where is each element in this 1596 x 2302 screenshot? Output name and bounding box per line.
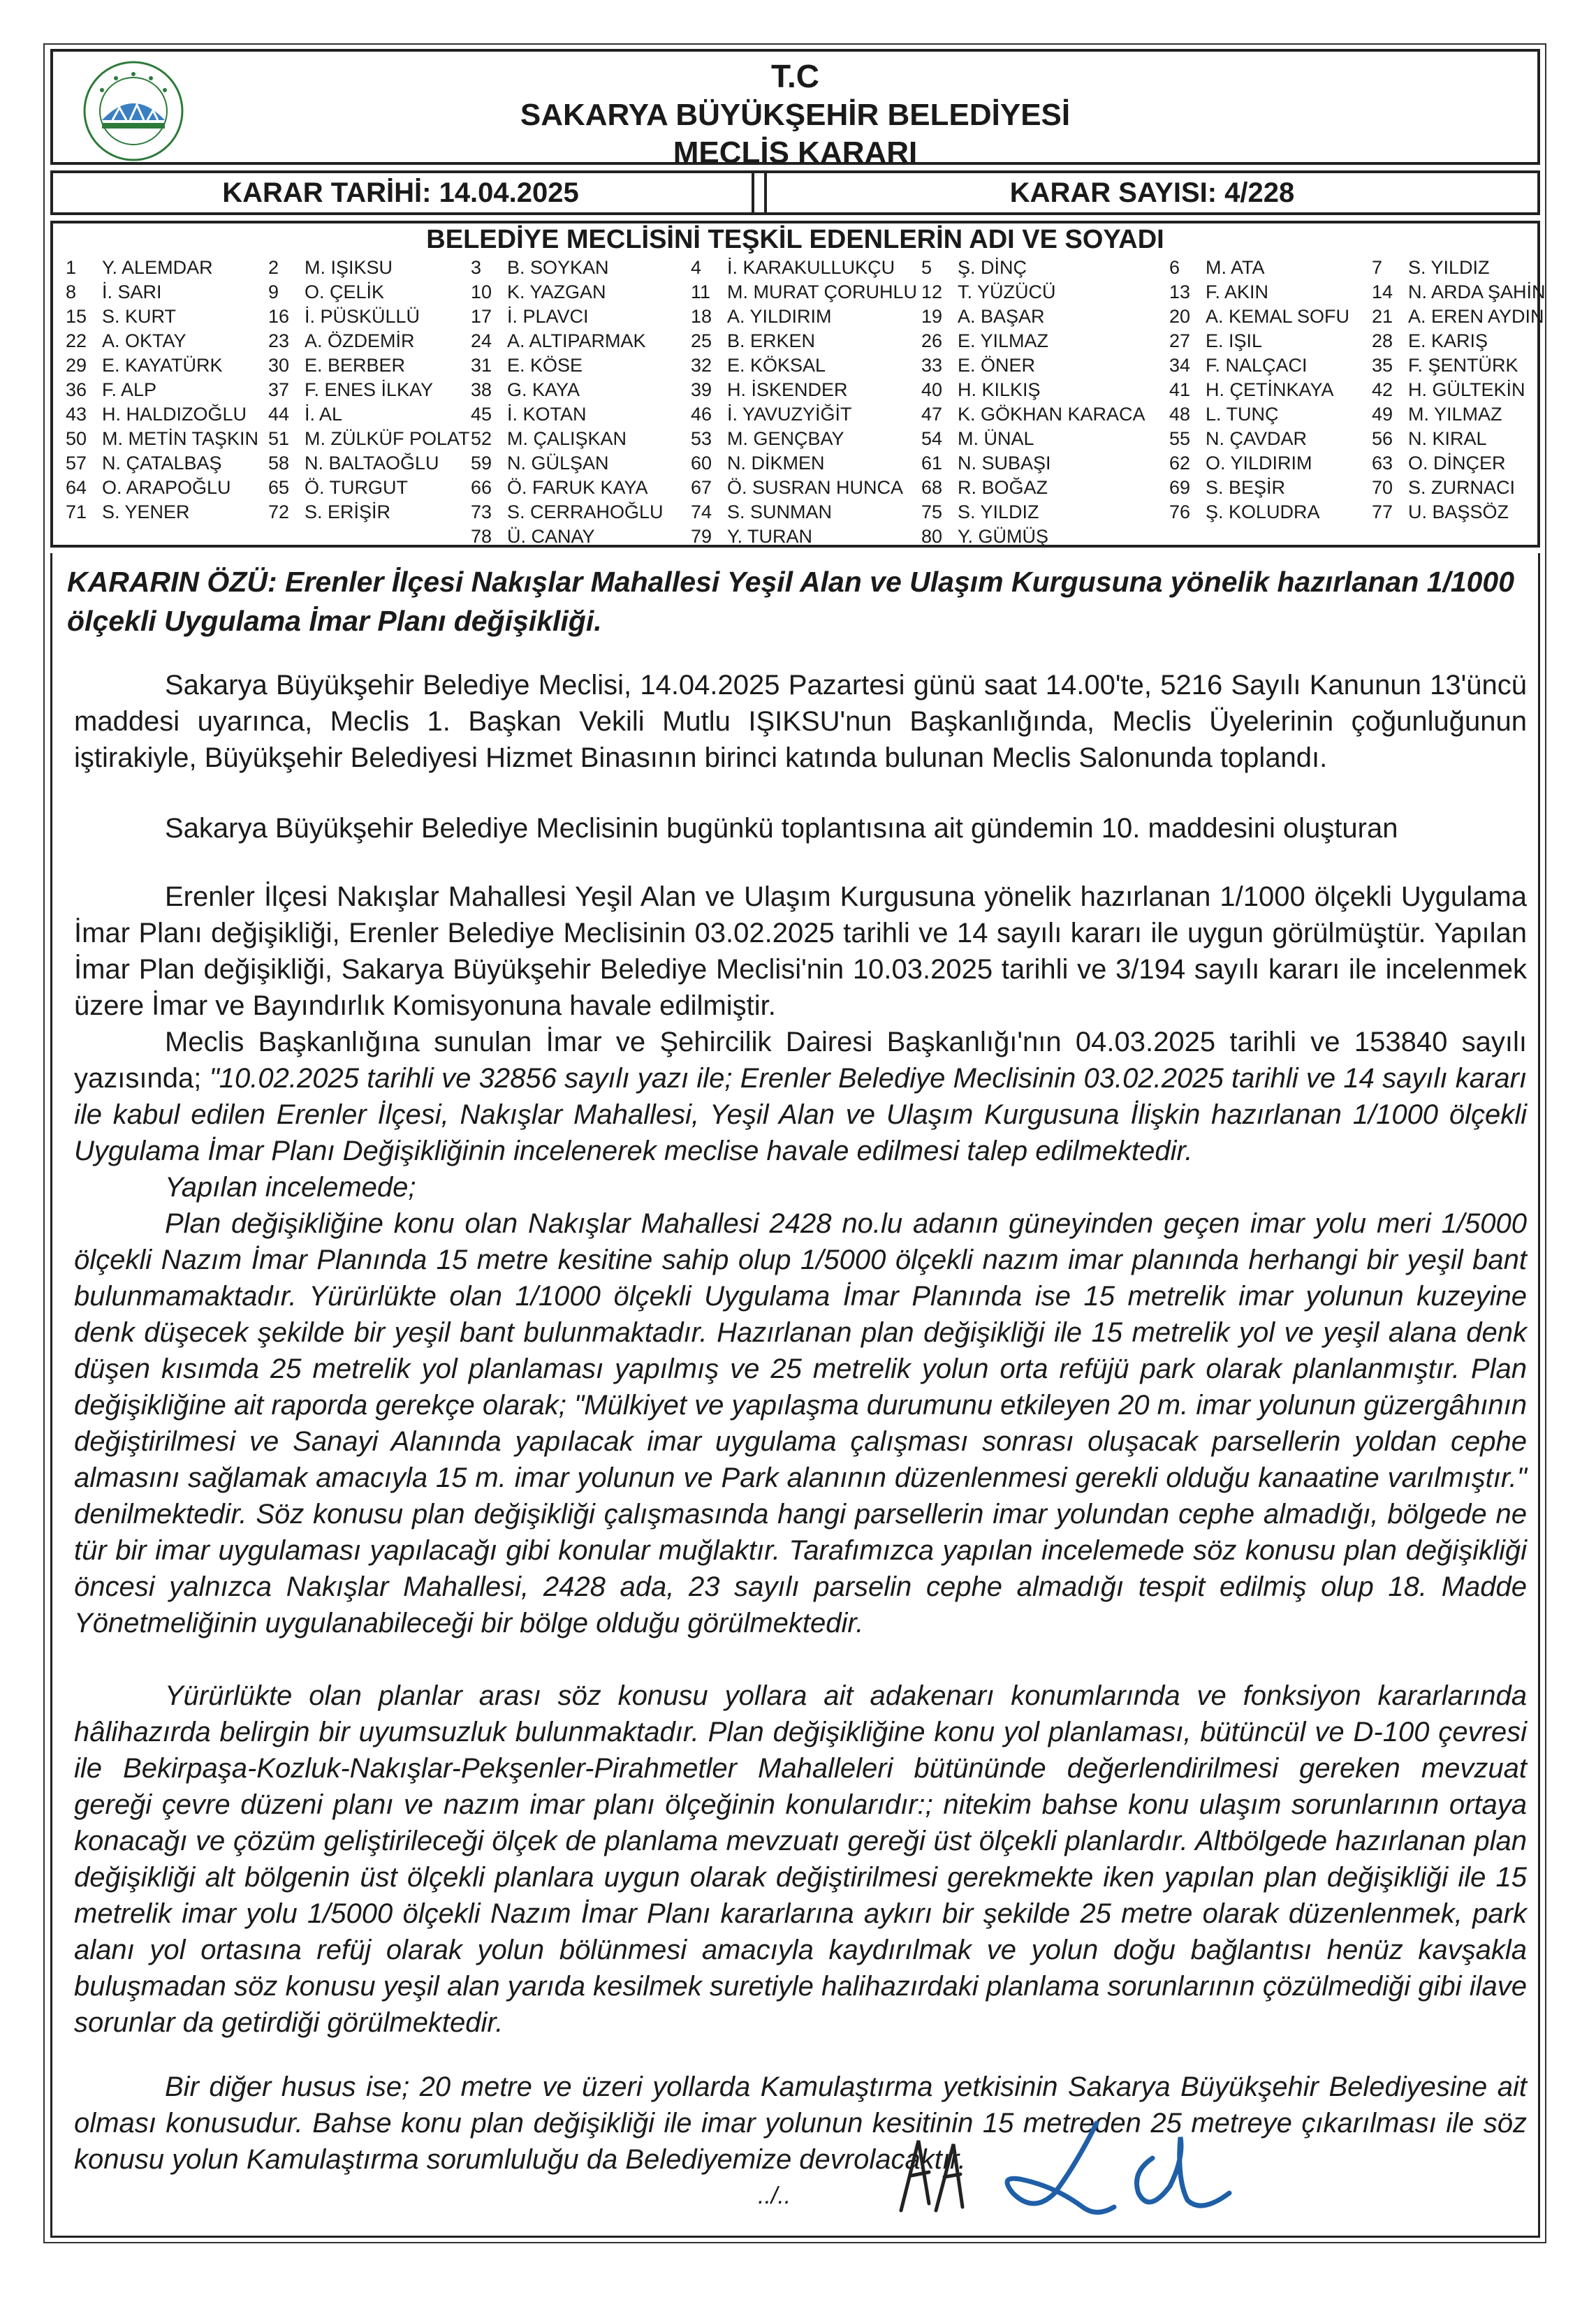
member-number: 66: [471, 477, 492, 498]
member-entry: [66, 500, 190, 525]
member-name: H. İSKENDER: [727, 379, 848, 400]
member-entry: [1169, 427, 1307, 451]
member-name: S. SUNMAN: [727, 501, 833, 522]
member-name: O. YILDIRIM: [1206, 453, 1312, 474]
member-name: E. YILMAZ: [958, 330, 1049, 351]
member-name: İ. PÜSKÜLLÜ: [305, 306, 420, 327]
member-number: 70: [1372, 477, 1393, 498]
member-name: M. ATA: [1206, 257, 1265, 278]
member-entry: [66, 256, 213, 280]
member-number: 49: [1372, 404, 1393, 425]
member-entry: [1372, 500, 1509, 525]
member-name: S. BEŞİR: [1206, 477, 1286, 498]
member-name: K. GÖKHAN KARACA: [958, 404, 1145, 425]
member-name: M. IŞIKSU: [305, 257, 393, 278]
member-entry: [268, 402, 342, 427]
member-entry: [1169, 451, 1312, 476]
member-name: O. DİNÇER: [1408, 453, 1506, 474]
member-number: 74: [691, 501, 712, 522]
member-entry: [1169, 280, 1268, 305]
member-entry: [471, 353, 583, 378]
member-entry: [471, 256, 609, 280]
member-entry: [1372, 378, 1525, 402]
member-number: 45: [471, 404, 492, 425]
member-name: A. BAŞAR: [958, 306, 1045, 327]
member-number: 13: [1169, 281, 1191, 302]
member-name: N. GÜLŞAN: [507, 453, 609, 474]
member-entry: [1169, 256, 1265, 280]
member-number: 78: [471, 526, 492, 547]
member-name: Ü. CANAY: [507, 526, 595, 547]
member-name: Y. GÜMÜŞ: [958, 526, 1049, 547]
member-entry: [1169, 305, 1349, 329]
member-entry: [921, 280, 1056, 305]
member-name: F. ŞENTÜRK: [1408, 355, 1518, 376]
member-entry: [268, 476, 408, 500]
document-header: [50, 49, 1540, 170]
member-name: U. BAŞSÖZ: [1408, 501, 1509, 522]
member-name: S. YENER: [102, 501, 190, 522]
member-number: 8: [66, 281, 77, 302]
member-number: 63: [1372, 453, 1393, 474]
member-name: A. EREN AYDIN: [1408, 306, 1544, 327]
member-number: 44: [268, 404, 290, 425]
member-entry: [66, 329, 186, 353]
member-name: A. ALTIPARMAK: [507, 330, 646, 351]
member-entry: [1372, 427, 1487, 451]
member-number: 39: [691, 379, 712, 400]
member-entry: [921, 500, 1039, 525]
member-entry: [471, 451, 609, 476]
continuation-mark: ../..: [758, 2183, 791, 2209]
member-entry: [66, 280, 162, 305]
member-name: İ. YAVUZYİĞİT: [727, 404, 852, 425]
member-number: 42: [1372, 379, 1393, 400]
member-number: 46: [691, 404, 712, 425]
member-name: Y. TURAN: [727, 526, 813, 547]
member-name: N. DİKMEN: [727, 453, 825, 474]
member-row: [66, 280, 1546, 305]
member-number: 12: [921, 281, 943, 302]
member-number: 30: [268, 355, 290, 376]
member-number: 17: [471, 306, 492, 327]
member-name: S. YILDIZ: [1408, 257, 1490, 278]
signature: [992, 2109, 1257, 2235]
decision-number: KARAR SAYISI: 4/228: [1009, 177, 1295, 208]
member-name: E. KAYATÜRK: [102, 355, 223, 376]
member-number: 50: [66, 428, 87, 449]
member-number: 10: [471, 281, 492, 302]
member-number: 18: [691, 306, 712, 327]
member-number: 43: [66, 404, 87, 425]
member-name: E. KARIŞ: [1408, 330, 1488, 351]
member-number: 5: [921, 257, 932, 278]
member-entry: [66, 451, 222, 476]
member-name: İ. SARI: [102, 281, 162, 302]
member-entry: [691, 305, 832, 329]
member-number: 31: [471, 355, 492, 376]
member-name: Ş. DİNÇ: [958, 257, 1027, 278]
member-entry: [471, 427, 627, 451]
member-name: F. NALÇACI: [1206, 355, 1308, 376]
member-name: T. YÜZÜCÜ: [958, 281, 1056, 302]
paragraph-review-heading: Yapılan incelemede;: [165, 1172, 416, 1203]
member-entry: [471, 525, 595, 549]
member-entry: [66, 305, 176, 329]
member-number: 29: [66, 355, 87, 376]
member-row: [66, 525, 1530, 549]
decision-summary: KARARIN ÖZÜ: Erenler İlçesi Nakışlar Mahallesi Yeşil Alan ve Ulaşım Kurgusuna yönelik hazırlanan 1/1000 ölçekli Uygulama İmar Planı değişikliği.: [67, 566, 1515, 637]
member-entry: [691, 476, 903, 500]
member-entry: [1372, 353, 1518, 378]
member-name: F. AKIN: [1206, 281, 1269, 302]
member-name: M. YILMAZ: [1408, 404, 1502, 425]
member-name: N. SUBAŞI: [958, 453, 1051, 474]
member-number: 14: [1372, 281, 1393, 302]
member-entry: [921, 427, 1034, 451]
member-name: L. TUNÇ: [1206, 404, 1279, 425]
member-entry: [691, 378, 848, 402]
paragraph-review: Plan değişikliğine konu olan Nakışlar Mahallesi 2428 no.lu adanın güneyinden geçen imar yolu meri 1/5000 ölçekli Nazım İmar Planında 15 metre kesitine sahip olup 1/5000 ölçekli nazım imar planında herhangi bir yeşil bant bulunmamaktadır. Yürürlükte olan 1/1000 ölçekli Uygulama İmar Planında ise 15 metrelik imar yolunun kuzeyine denk düşecek şekilde bir yeşil bant bulunmaktadır. Hazırlanan plan değişikliği ile 15 metrelik yol ve yeşil alana denk düşen kısımda 25 metrelik yol planlaması yapılmış ve 25 metrelik yolun orta refüjü park olarak planlanmıştır. Plan değişikliğine ait raporda gerekçe olarak; "Mülkiyet ve yapılaşma durumunu etkileyen 20 m. imar yolunun güzergâhının değiştirilmesi ve Sanayi Alanında yapılacak imar uygulama çalışması sonrası oluşacak parsellerin yoldan cephe almasını sağlamak amacıyla 15 m. imar yolunun ve Park alanının düzenlenmesi gerekli olduğu kanaatine varılmıştır." denilmektedir. Söz konusu plan değişikliği çalışmasında hangi parsellerin imar yolundan cephe almadığı, bölgede ne tür bir imar uygulaması yapılacağı gibi konular muğlaktır. Tarafımızca yapılan incelemede söz konusu plan değişikliği öncesi yalnızca Nakışlar Mahallesi, 2428 ada, 23 sayılı parselin cephe almadığı tespit edilmiş olup 18. Madde Yönetmeliğinin uygulanabileceği bir bölge olduğu görülmektedir.: [74, 1208, 1527, 1638]
member-number: 59: [471, 453, 492, 474]
member-entry: [1169, 476, 1285, 500]
member-entry: [1372, 402, 1502, 427]
member-number: 19: [921, 306, 943, 327]
member-entry: [1372, 280, 1546, 305]
member-entry: [268, 353, 405, 378]
member-entry: [1169, 329, 1262, 353]
member-name: F. ENES İLKAY: [305, 379, 434, 400]
member-name: G. KAYA: [507, 379, 580, 400]
member-entry: [921, 476, 1048, 500]
member-name: F. ALP: [102, 379, 157, 400]
letter-quote: "10.02.2025 tarihli ve 32856 sayılı yazı ile; Erenler Belediye Meclisinin 03.02.2025 tarihli ve 14 sayılı kararı ile kabul edilen Erenler İlçesi, Nakışlar Mahallesi, Yeşil Alan ve Ulaşım Kurgusuna İlişkin hazırlanan 1/1000 ölçekli Uygulama İmar Planı Değişikliğinin incelenerek meclise havale edilmesi talep edilmektedir.: [74, 1063, 1527, 1166]
member-number: 24: [471, 330, 492, 351]
member-number: 25: [691, 330, 712, 351]
initials-signature: [887, 2127, 978, 2231]
member-number: 51: [268, 428, 290, 449]
member-entry: [921, 402, 1145, 427]
member-name: A. KEMAL SOFU: [1206, 306, 1350, 327]
member-name: A. ÖZDEMİR: [305, 330, 415, 351]
member-entry: [268, 280, 384, 305]
member-number: 79: [691, 526, 712, 547]
member-entry: [691, 329, 815, 353]
member-name: S. YILDIZ: [958, 501, 1039, 522]
member-row: [66, 256, 1530, 280]
member-number: 75: [921, 501, 943, 522]
member-entry: [1372, 451, 1506, 476]
member-number: 62: [1169, 453, 1191, 474]
member-name: Ö. SUSRAN HUNCA: [727, 477, 904, 498]
member-entry: [66, 402, 247, 427]
member-entry: [691, 525, 812, 549]
member-name: M. ÇALIŞKAN: [507, 428, 627, 449]
member-name: E. BERBER: [305, 355, 406, 376]
member-row: [66, 427, 1530, 451]
institution-name: SAKARYA BÜYÜKŞEHİR BELEDİYESİ: [520, 98, 1071, 132]
member-number: 28: [1372, 330, 1393, 351]
member-number: 67: [691, 477, 712, 498]
member-row: [66, 329, 1530, 353]
member-name: İ. AL: [305, 404, 343, 425]
member-entry: [268, 305, 420, 329]
member-entry: [1169, 500, 1320, 525]
member-number: 26: [921, 330, 943, 351]
member-row: [66, 402, 1530, 427]
member-number: 64: [66, 477, 87, 498]
members-grid: [66, 256, 1546, 549]
member-number: 33: [921, 355, 943, 376]
member-entry: [921, 378, 1041, 402]
member-entry: [66, 353, 223, 378]
member-name: H. KILKIŞ: [958, 379, 1041, 400]
member-number: 23: [268, 330, 290, 351]
paragraph-meeting: Sakarya Büyükşehir Belediye Meclisi, 14.04.2025 Pazartesi günü saat 14.00'te, 5216 Sayılı Kanunun 13'üncü maddesi uyarınca, Meclis 1. Başkan Vekili Mutlu IŞIKSU'nun Başkanlığında, Meclis Üyelerinin çoğunluğunun iştirakiyle, Büyükşehir Belediyesi Hizmet Binasının birinci katında bulunan Meclis Salonunda toplandı.: [74, 670, 1527, 773]
member-name: H. ÇETİNKAYA: [1206, 379, 1334, 400]
member-entry: [268, 427, 470, 451]
member-entry: [471, 378, 580, 402]
member-number: 60: [691, 453, 712, 474]
member-name: H. HALDIZOĞLU: [102, 404, 247, 425]
member-entry: [1169, 353, 1308, 378]
member-number: 27: [1169, 330, 1191, 351]
member-name: M. GENÇBAY: [727, 428, 844, 449]
member-entry: [691, 451, 825, 476]
member-number: 41: [1169, 379, 1191, 400]
member-row: [66, 305, 1544, 329]
member-entry: [471, 329, 646, 353]
member-number: 65: [268, 477, 290, 498]
member-number: 71: [66, 501, 87, 522]
member-name: N. ARDA ŞAHİN: [1408, 281, 1546, 302]
member-number: 3: [471, 257, 482, 278]
member-row: [66, 451, 1530, 476]
member-number: 9: [268, 281, 279, 302]
member-number: 22: [66, 330, 87, 351]
member-number: 32: [691, 355, 712, 376]
letter-intro: Meclis Başkanlığına sunulan İmar ve Şehircilik Dairesi Başkanlığı'nın 04.03.2025 tarihli ve 153840 sayılı yazısında;: [74, 1027, 1527, 1094]
member-entry: [66, 476, 231, 500]
member-row: [66, 378, 1530, 402]
member-number: 7: [1372, 257, 1383, 278]
member-entry: [66, 378, 156, 402]
paragraph-plan-change: Erenler İlçesi Nakışlar Mahallesi Yeşil Alan ve Ulaşım Kurgusuna yönelik hazırlanan 1/1000 ölçekli Uygulama İmar Planı değişikliği, Erenler Belediye Meclisinin 03.02.2025 tarihli ve 14 sayılı kararı ile uygun görülmüştür. Yapılan İmar Plan değişikliği, Sakarya Büyükşehir Belediye Meclisi'nin 10.03.2025 tarihli ve 3/194 sayılı kararı ile incelenmek üzere İmar ve Bayındırlık Komisyonuna havale edilmiştir.: [74, 881, 1527, 1021]
member-entry: [1372, 305, 1544, 329]
member-number: 68: [921, 477, 943, 498]
member-entry: [691, 256, 895, 280]
member-entry: [471, 476, 648, 500]
document-type: MECLİS KARARI: [673, 135, 918, 170]
member-entry: [1372, 256, 1490, 280]
member-name: M. ZÜLKÜF POLAT: [305, 428, 470, 449]
member-entry: [471, 305, 589, 329]
member-name: N. ÇAVDAR: [1206, 428, 1308, 449]
member-name: E. IŞIL: [1206, 330, 1263, 351]
member-entry: [921, 451, 1051, 476]
member-number: 11: [691, 281, 711, 302]
member-entry: [921, 525, 1048, 549]
member-number: 54: [921, 428, 943, 449]
member-name: M. MURAT ÇORUHLU: [727, 281, 918, 302]
member-entry: [268, 500, 390, 525]
member-name: H. GÜLTEKİN: [1408, 379, 1525, 400]
paragraph-plan-conflict: Yürürlükte olan planlar arası söz konusu yollara ait adakenarı konumlarında ve fonksiyon kararlarında hâlihazırda belirgin bir uyumsuzluk bulunmaktadır. Plan değişikliğine konu yol planlaması, bütüncül ve D-100 çevresi ile Bekirpaşa-Kozluk-Nakışlar-Pekşenler-Pirahmetler Mahalleleri bütününde değerlendirilmesi gereken mevzuat gereği çevre düzeni planı ve nazım imar planı ölçeğinin konularıdır:; nitekim bahse konu ulaşım sorunlarının ortaya konacağı ve çözüm geliştirileceği ölçek de planlama mevzuatı gereği üst ölçekli planlardır. Altbölgede hazırlanan plan değişikliği alt bölgenin üst ölçekli planlara uygun olarak değiştirilmesi gerekmekte iken yapılan plan değişikliği ile 15 metrelik imar yolu 1/5000 ölçekli Nazım İmar Planı kararlarına aykırı bir şekilde 25 metre olarak düzenlenmek, park alanı yol ortasına refüj olarak yolun bölünmesi amacıyla kaydırılmak ve yolun doğu bağlantısı henüz kavşakla buluşmadan söz konusu yeşil alan yarıda kesilmek suretiyle halihazırdaki planlama sorunlarının çözülmediği gibi ilave sorunlar da getirdiği görülmektedir.: [74, 1680, 1527, 2038]
decision-date: KARAR TARİHİ: 14.04.2025: [222, 177, 579, 208]
member-name: B. SOYKAN: [507, 257, 609, 278]
member-number: 47: [921, 404, 943, 425]
member-name: O. ARAPOĞLU: [102, 477, 231, 498]
member-name: İ. KARAKULLUKÇU: [727, 257, 895, 278]
member-entry: [471, 402, 587, 427]
member-entry: [1169, 378, 1334, 402]
member-name: Y. ALEMDAR: [102, 257, 213, 278]
member-entry: [268, 256, 393, 280]
member-entry: [921, 305, 1045, 329]
country-label: T.C: [771, 58, 819, 94]
member-number: 73: [471, 501, 492, 522]
member-row: [66, 353, 1530, 378]
member-name: N. ÇATALBAŞ: [102, 453, 222, 474]
member-name: A. YILDIRIM: [727, 306, 832, 327]
member-number: 37: [268, 379, 290, 400]
decision-info-row: [50, 170, 1540, 215]
member-entry: [691, 402, 852, 427]
member-number: 1: [66, 257, 77, 278]
member-name: İ. PLAVCI: [507, 306, 589, 327]
member-number: 77: [1372, 501, 1393, 522]
member-entry: [691, 353, 826, 378]
members-title: BELEDİYE MECLİSİNİ TEŞKİL EDENLERİN ADI VE SOYADI: [426, 225, 1164, 254]
member-number: 21: [1372, 306, 1393, 327]
member-number: 55: [1169, 428, 1191, 449]
member-number: 61: [921, 453, 943, 474]
member-number: 16: [268, 306, 290, 327]
members-table: [50, 221, 1546, 548]
member-name: Ö. TURGUT: [305, 477, 408, 498]
member-name: S. ERİŞİR: [305, 501, 391, 522]
member-name: M. ÜNAL: [958, 428, 1034, 449]
member-name: R. BOĞAZ: [958, 477, 1048, 498]
member-number: 52: [471, 428, 492, 449]
member-name: A. OKTAY: [102, 330, 186, 351]
member-number: 2: [268, 257, 279, 278]
member-name: E. KÖKSAL: [727, 355, 826, 376]
member-entry: [66, 427, 258, 451]
member-name: K. YAZGAN: [507, 281, 606, 302]
member-number: 53: [691, 428, 712, 449]
member-entry: [691, 427, 844, 451]
member-number: 72: [268, 501, 290, 522]
member-number: 4: [691, 257, 702, 278]
member-number: 15: [66, 306, 87, 327]
member-name: M. METİN TAŞKIN: [102, 428, 259, 449]
paragraph-expropriation: Bir diğer husus ise; 20 metre ve üzeri yollarda Kamulaştırma yetkisinin Sakarya Büyükşehir Belediyesine ait olması konusudur. Bahse konu plan değişikliği ile imar yolunun kesitinin 15 metreden 25 metreye çıkarılması ile söz konusu yolun Kamulaştırma sorumluluğu da Belediyemize devrolacaktır.: [74, 2072, 1527, 2175]
member-number: 35: [1372, 355, 1393, 376]
member-number: 80: [921, 526, 943, 547]
member-entry: [921, 256, 1027, 280]
member-entry: [471, 500, 664, 525]
member-entry: [921, 353, 1035, 378]
member-number: 20: [1169, 306, 1191, 327]
member-entry: [268, 329, 415, 353]
member-entry: [1169, 402, 1279, 427]
member-number: 40: [921, 379, 943, 400]
member-number: 76: [1169, 501, 1191, 522]
member-number: 34: [1169, 355, 1191, 376]
member-name: O. ÇELİK: [305, 281, 385, 302]
member-name: Ş. KOLUDRA: [1206, 501, 1320, 522]
member-name: S. KURT: [102, 306, 177, 327]
member-number: 36: [66, 379, 87, 400]
member-entry: [268, 378, 433, 402]
member-name: İ. KOTAN: [507, 404, 587, 425]
member-entry: [471, 280, 606, 305]
member-number: 38: [471, 379, 492, 400]
member-entry: [268, 451, 439, 476]
member-entry: [691, 280, 917, 305]
member-row: [66, 500, 1530, 525]
member-name: E. KÖSE: [507, 355, 583, 376]
member-name: N. BALTAOĞLU: [305, 453, 439, 474]
member-number: 56: [1372, 428, 1393, 449]
member-entry: [691, 500, 832, 525]
member-entry: [921, 329, 1048, 353]
member-number: 69: [1169, 477, 1191, 498]
member-name: E. ÖNER: [958, 355, 1036, 376]
member-name: Ö. FARUK KAYA: [507, 477, 648, 498]
paragraph-agenda: Sakarya Büyükşehir Belediye Meclisinin bugünkü toplantısına ait gündemin 10. maddesini oluşturan: [165, 813, 1398, 844]
member-name: S. CERRAHOĞLU: [507, 501, 664, 522]
member-number: 58: [268, 453, 290, 474]
paragraph-department-letter: [74, 1024, 1527, 1169]
member-row: [66, 476, 1530, 500]
member-entry: [1372, 329, 1488, 353]
member-number: 6: [1169, 257, 1180, 278]
member-name: S. ZURNACI: [1408, 477, 1516, 498]
member-number: 57: [66, 453, 87, 474]
member-name: B. ERKEN: [727, 330, 816, 351]
member-name: N. KIRAL: [1408, 428, 1487, 449]
member-number: 48: [1169, 404, 1191, 425]
member-entry: [1372, 476, 1515, 500]
